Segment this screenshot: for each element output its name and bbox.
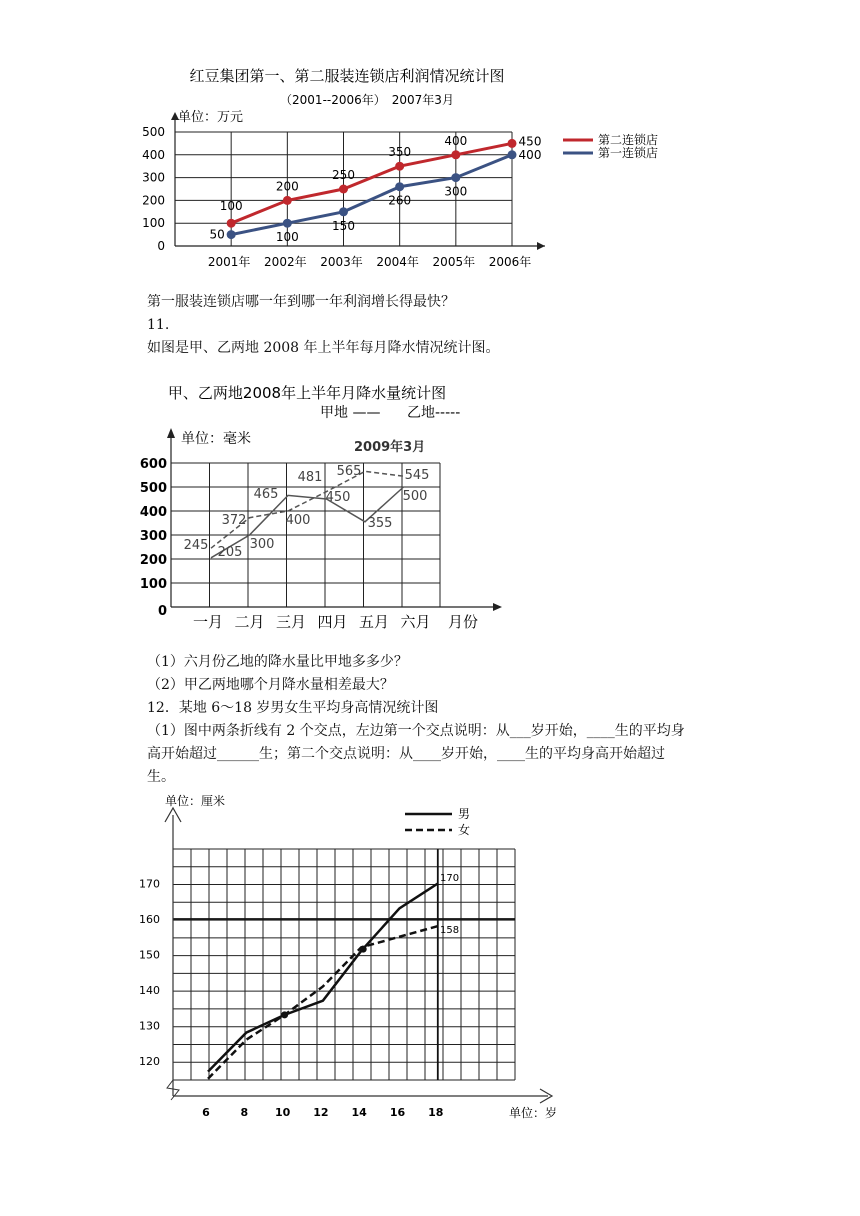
c1-data-label: 150: [332, 218, 355, 233]
c3-xtick-label: 12: [313, 1106, 329, 1119]
c2-xtick-label: 二月: [234, 613, 265, 631]
q12-sub1-line3: 生。: [147, 769, 175, 785]
c3-xtick-label: 18: [428, 1106, 444, 1119]
c3-end-label: 170: [440, 873, 460, 884]
q11-sub2: （2）甲乙两地哪个月降水量相差最大？: [147, 677, 394, 693]
c2-xtick-label: 一月: [192, 613, 224, 631]
c2-data-label: 245: [183, 538, 209, 553]
q12-sub1-line1: （1）图中两条折线有 2 个交点，左边第一个交点说明：从___岁开始，____生的平均身: [147, 723, 685, 739]
q10-question: 第一服装连锁店哪一年到哪一年利润增长得最快？: [147, 294, 455, 310]
c1-xtick-label: 2006年: [488, 255, 532, 269]
q12-sub1-line2: 高开始超过______生；第二个交点说明：从____岁开始，____生的平均身高开始超过: [147, 746, 665, 762]
q11-number: 11.: [147, 317, 170, 333]
chart1-y-unit: 单位：万元: [178, 110, 244, 125]
c1-ytick-label: 500: [142, 125, 165, 139]
c3-ytick-label: 120: [139, 1055, 160, 1068]
c2-data-label: 565: [336, 464, 362, 479]
c3-ytick-label: 130: [139, 1019, 160, 1033]
chart2-y-unit: 单位：毫米: [181, 431, 251, 447]
c1-data-label: 100: [275, 230, 299, 245]
c3-ytick-label: 140: [139, 984, 160, 997]
chart3-x-unit: 单位：岁: [509, 1106, 558, 1120]
c3-ytick-label: 160: [139, 913, 160, 926]
c2-data-label: 545: [404, 468, 430, 483]
c1-ytick-label: 300: [142, 170, 165, 185]
c3-intersection-point: [281, 1011, 288, 1018]
chart1-subtitle: （2001--2006年） 2007年3月: [280, 93, 454, 107]
c1-xtick-label: 2002年: [264, 255, 307, 269]
c2-xtick-label: 六月: [400, 613, 431, 631]
c1-data-label: 200: [275, 179, 299, 194]
c2-x-unit: 月份: [447, 613, 479, 631]
c2-data-label: 372: [221, 513, 247, 528]
chart2-legend-a: 甲地 ——: [320, 405, 381, 421]
chart2-legend-b: 乙地-----: [407, 405, 461, 421]
c1-data-label: 300: [444, 184, 468, 199]
c3-legend-label: 女: [458, 823, 471, 837]
c1-data-label: 400: [518, 147, 542, 162]
c1-data-label: 350: [388, 145, 412, 160]
c1-xtick-label: 2003年: [320, 255, 363, 269]
chart3-y-unit: 单位：厘米: [165, 794, 226, 808]
c3-xtick-label: 16: [389, 1106, 406, 1119]
c3-xtick-label: 14: [351, 1106, 367, 1119]
c2-data-label: 465: [253, 487, 279, 502]
c1-data-label: 250: [332, 168, 355, 182]
c2-data-label: 355: [367, 516, 393, 531]
c2-data-label: 205: [217, 545, 243, 560]
c2-ytick-label: 500: [139, 481, 167, 496]
c2-xtick-label: 五月: [358, 613, 390, 631]
c2-ytick-label: 200: [139, 553, 167, 568]
c1-data-label: 400: [444, 133, 468, 148]
c1-legend-label: 第一连锁店: [598, 146, 659, 160]
c3-xtick-label: 6: [202, 1106, 210, 1119]
c1-data-label: 260: [388, 193, 412, 208]
c2-data-label: 500: [402, 489, 428, 504]
chart2-title: 甲、乙两地2008年上半年月降水量统计图: [167, 384, 447, 402]
c2-ytick-label: 400: [139, 505, 167, 520]
chart1-title: 红豆集团第一、第二服装连锁店利润情况统计图: [189, 67, 505, 85]
c3-ytick-label: 170: [139, 877, 160, 891]
c2-data-label: 450: [325, 490, 351, 505]
c1-ytick-label: 100: [142, 216, 165, 231]
c2-ytick-label: 600: [139, 457, 167, 472]
c3-intersection-point: [360, 946, 367, 953]
c3-end-label: 158: [440, 925, 460, 936]
c3-ytick-label: 150: [139, 948, 160, 962]
c2-ytick-label: 100: [139, 577, 167, 592]
c2-ytick-label: 0: [157, 604, 167, 619]
c3-xtick-label: 8: [240, 1106, 249, 1119]
c1-data-label: 50: [209, 227, 225, 242]
c2-data-label: 300: [249, 537, 275, 552]
q11-sub1: （1）六月份乙地的降水量比甲地多多少？: [147, 654, 408, 670]
c2-xtick-label: 四月: [317, 613, 348, 631]
c1-ytick-label: 0: [157, 239, 165, 253]
c3-series-line: [208, 926, 438, 1079]
c2-data-label: 400: [285, 513, 311, 528]
c1-xtick-label: 2001年: [207, 255, 251, 269]
c1-ytick-label: 200: [142, 193, 165, 208]
c1-data-label: 100: [219, 199, 243, 214]
c1-xtick-label: 2005年: [432, 255, 476, 269]
c1-ytick-label: 400: [142, 147, 165, 162]
c2-xtick-label: 三月: [275, 613, 307, 631]
c2-ytick-label: 300: [139, 529, 167, 544]
chart2-date-note: 2009年3月: [354, 440, 426, 455]
c1-xtick-label: 2004年: [376, 255, 419, 269]
c1-data-label: 450: [518, 134, 542, 149]
c2-data-label: 481: [297, 470, 323, 485]
c3-legend-label: 男: [458, 807, 471, 821]
c1-legend-label: 第二连锁店: [598, 133, 659, 147]
q12-title: 12．某地 6～18 岁男女生平均身高情况统计图: [147, 700, 439, 716]
c3-xtick-label: 10: [274, 1106, 291, 1119]
q11-intro: 如图是甲、乙两地 2008 年上半年每月降水情况统计图。: [147, 340, 500, 356]
